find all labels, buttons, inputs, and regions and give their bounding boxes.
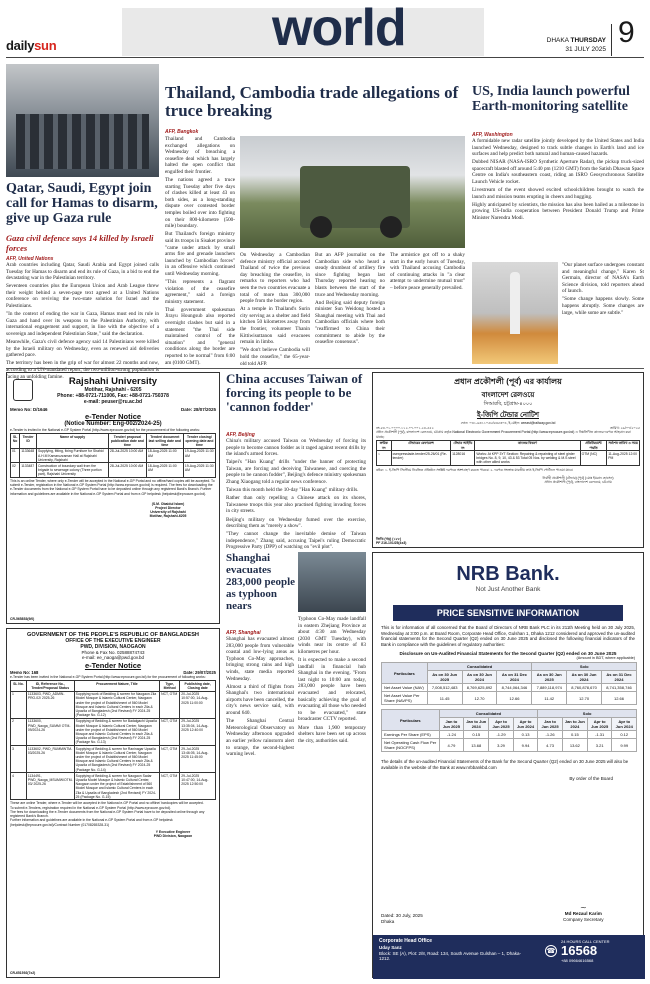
table-cell: 1133648 bbox=[20, 448, 37, 463]
table-cell: NCT, OTM bbox=[160, 773, 180, 800]
table-cell: 29-Jul-2025 13:35:04, 14-Aug-2025 12:40:00 bbox=[180, 718, 216, 745]
table-row bbox=[11, 718, 216, 745]
china-body bbox=[226, 438, 366, 551]
shanghai-photo bbox=[298, 552, 366, 612]
table-cell: 1128016 bbox=[451, 451, 475, 466]
nrb-hotline-label: 24 HOURS CALL CENTER bbox=[561, 939, 610, 944]
qatar-body bbox=[6, 262, 159, 380]
railway-notes: দ্রষ্টব্য: ১. ই-জিপি সিস্টেমে নিবন্ধিত প্রতিষ্ঠান সংশ্লিষ্ট দরপত্রে অংশগ্রহণ করতে পারবে। ২. দরপত্র সংক্রান্ত যাবতীয় তথ্য ই-জিপি পোর্টালে পাওয়া যাবে। bbox=[376, 467, 573, 472]
dateline-date: 31 JULY 2025 bbox=[565, 46, 606, 53]
pwd-ad bbox=[6, 628, 220, 978]
table-cell: 3.29 bbox=[489, 739, 514, 752]
table-cell: 1133487 bbox=[20, 463, 37, 478]
masthead bbox=[6, 0, 644, 58]
paragraph: China's military accused Taiwan on Wednesday of forcing its people to become cannon fodder as it raged against recent drills by the island's armed forces. bbox=[226, 438, 366, 458]
col-header: Apr to Jun 2025 bbox=[489, 718, 514, 731]
paragraph: Seventeen countries plus the European Union and Arab League threw their weight behind a seven-page text agreed at a United Nations conference on reviving the two-state solution for Israel and the Palestinians. bbox=[6, 283, 159, 310]
paragraph: "This represents a flagrant violation of the ceasefire agreement," said a foreign ministry statement. bbox=[165, 278, 235, 305]
table-cell: 8,744,064,346 bbox=[497, 684, 532, 692]
paragraph: Dubbed NISAR (NASA-ISRO Synthetic Aperture Radar), the pickup truck-sized spacecraft blasted off around 5:40 pm (1210 GMT) from the Satish Dhawan Space Centre on India's southeastern coast, riding an ISRO Geosynchronous Satellite Launch Vehicle rocket. bbox=[472, 159, 644, 186]
railway-memo: নং-৫৪.০১.০০০০.১১২.০৭.০০১.২৪-৫৫২ bbox=[376, 426, 434, 431]
table-cell: 02 bbox=[11, 463, 20, 478]
nrb-logo-block bbox=[373, 553, 643, 605]
paragraph: Typhoon Co-May made landfall in eastern Zhejiang Province at about 4:30 am Wednesday (2030 GMT Tuesday), with winds near its centre of 83 kilometres per hour. bbox=[298, 616, 366, 655]
pwd-table bbox=[10, 680, 216, 800]
table-cell: 11.42 bbox=[532, 692, 567, 705]
china-headline: China accuses Taiwan of forcing its people to be 'cannon fodder' bbox=[226, 371, 363, 414]
col-header: Name of supply bbox=[36, 434, 108, 449]
col-header: SL No bbox=[11, 434, 20, 449]
nrb-intro: This is for information of all concerned that the Board of Directors of NRB Bank PLC in its 211th Meeting held on 30 July 2025, Wednesday at 3:00 p.m. at Board Room, Corporate Head Office, Gulshan 1, Dhaka 1212 considered and approved the un-audited financial statements for the Second Quarter (Q2) ended on 30 June 2025 and disclosed the following financial indicators of the Bank in compliance with the guidelines of regulatory authorities: bbox=[381, 625, 635, 647]
paragraph: A formidable new radar satellite jointly developed by the United States and India launched Wednesday, designed to track subtle changes in Earth's land and ice surfaces and help predict both natural and human-caused hazards. bbox=[472, 138, 644, 158]
row-label: Net Asset Value Per Share (NAVPS) bbox=[382, 692, 428, 705]
photo-figures bbox=[16, 114, 149, 169]
col-header: Tender/ proposal publication date and time bbox=[108, 434, 146, 449]
brand-sun: sun bbox=[34, 38, 57, 53]
nrb-amount-note: (Amount in BDT, where applicable) bbox=[576, 656, 635, 661]
pwd-title: e-Tender Notice bbox=[84, 661, 142, 670]
col-header: Tender ID bbox=[20, 434, 37, 449]
pwd-email: e-mail: ee_naoga@pwd.gov.bd bbox=[81, 655, 145, 660]
rajshahi-address: Motihar, Rajshahi - 6205 bbox=[84, 387, 142, 393]
table-cell: 20-Jul-2025 10:57:00, 14-Aug-2025 11:00:00 bbox=[180, 691, 216, 718]
col-group-header: Consolidated bbox=[439, 710, 538, 718]
nrb-dated: Dated: 30 July, 2025 bbox=[381, 913, 423, 918]
table-cell: 9.99 bbox=[612, 739, 637, 752]
table-cell: 11.45 bbox=[427, 692, 462, 705]
table-cell: 12.66 bbox=[497, 692, 532, 705]
signature-role: Project Director bbox=[155, 506, 181, 511]
table-cell: 3 bbox=[11, 746, 27, 773]
pwd-phone: Phone & Fax No. 02588874743 bbox=[81, 650, 145, 655]
pwd-note: Further information and guidelines are available in the National e-GP System Portal and from e-GP helpdesk (helpdesk@eprocure.gov.bd)/Contract Number (01708265328-31) bbox=[10, 818, 173, 827]
table-header bbox=[377, 440, 640, 450]
signature-name: (S.M. Obaidul Islam) bbox=[151, 501, 185, 506]
railway-ref-1: জিডি (খড়) (১৮৮) bbox=[376, 536, 402, 541]
thailand-body-col4 bbox=[390, 252, 465, 364]
col-header: টেন্ডারের রেফারেন্স bbox=[391, 440, 451, 450]
railway-ad bbox=[372, 372, 644, 548]
table-cell: Supplying work of Bedding & screen for Naogaon Zila Model Mosque & Islamic Cultural Center, Naogaon under the project of Establishment of 560 Model Mosque and Islamic Cultural Centers in each Zila & Upazila of Bangladesh (2nd Revised) FY 2024-25 (Package No. G-12) bbox=[74, 691, 160, 718]
railway-title: প্রধান প্রকৌশলী (পূর্ব) এর কার্যালয় bbox=[454, 377, 562, 386]
col-group-header: Solo bbox=[538, 710, 637, 718]
table-cell: 29-Jul-2025 10:47:00, 14-Aug-2025 12:50:00 bbox=[180, 773, 216, 800]
nrb-table-eps bbox=[381, 709, 637, 752]
table-cell: -1.29 bbox=[489, 731, 514, 739]
rajshahi-note: This is an online Tender, where only e-Tender will be accepted in the National e-GP Portal and no offline/hard copies will be accepted. To submit e-Tender, registration in the National e-GP System Portal (http://www.eprocure.gov.bd) is required. The fees for downloading the e-Tender documents from the National e-GP System Portal have to be deposited online through any registered Bank's Branch. Further information and guidelines are available in the National e-GP System Portal and from e-GP helpdesk (helpdesk@eprocure.gov.bd). bbox=[10, 479, 215, 496]
table-cell: NCT, OTM bbox=[160, 746, 180, 773]
page-divider bbox=[611, 24, 612, 56]
railway-address: সিআরবি, চট্টগ্রাম-৪০০০ bbox=[483, 401, 533, 407]
col-header: Particulars bbox=[382, 710, 440, 731]
table-cell: 4.79 bbox=[439, 739, 464, 752]
table-cell: csexpresslade-tender/25-26/01 (Re-tender) bbox=[391, 451, 451, 466]
dateline bbox=[536, 36, 606, 54]
table-cell: 12.70 bbox=[462, 692, 497, 705]
rajshahi-signature bbox=[120, 502, 216, 519]
col-header: Apr to Jun 2024 bbox=[513, 718, 537, 731]
table-cell: 1133600, PWD_Naoga_SUMM/ OTM-09/2024-26 bbox=[26, 718, 74, 745]
col-header: Jan to Jun 2024 bbox=[464, 718, 489, 731]
signature-address: Motihar, Rajshahi-6205 bbox=[149, 514, 187, 519]
nrb-intl: +88 09664616568 bbox=[561, 958, 594, 963]
table-cell: ১ bbox=[377, 451, 392, 466]
phone-icon: ☎ bbox=[546, 947, 556, 955]
railway-ref-2: PF 216-101/25(4x3) bbox=[376, 540, 407, 545]
table-cell: 4.73 bbox=[538, 739, 563, 752]
nrb-place: Dhaka bbox=[381, 919, 395, 924]
dateline-weekday: THURSDAY bbox=[570, 37, 606, 44]
table-row bbox=[382, 692, 637, 705]
paragraph: Beijing's military on Wednesday fumed over the exercise, describing them as "merely a show". bbox=[226, 516, 366, 530]
pwd-memo: Memo No: 168 bbox=[10, 670, 39, 675]
col-header: Type, Method bbox=[160, 681, 180, 691]
col-header: Apr to Jun 2025 bbox=[587, 718, 612, 731]
paragraph: At a temple in Thailand's Surin city serving as a shelter and field kitchen 50 kilometres away from the frontier, volunteer Thanin Kittiwisuttanon said evacuees remain in limbo. bbox=[240, 306, 310, 346]
col-header: টেন্ডার আইডি নং bbox=[451, 440, 475, 450]
table-cell: 13.62 bbox=[562, 739, 587, 752]
nrb-footer-title: Corporate Head Office bbox=[379, 938, 433, 944]
brand-daily: daily bbox=[6, 38, 35, 53]
rajshahi-logo bbox=[13, 379, 33, 401]
col-header: As on 30 Jun 2025 bbox=[427, 671, 462, 684]
col-header: Procurement Nature, Title bbox=[74, 681, 160, 691]
usindia-body-2 bbox=[562, 262, 644, 364]
col-header: Jan to Jun 2025 bbox=[538, 718, 563, 731]
paragraph: Arab countries including Qatar, Saudi Arabia and Egypt joined calls Tuesday for Hamas to disarm and end its rule of Gaza, in a bid to end the devastating war in the Palestinian territory. bbox=[6, 262, 159, 282]
table-cell: 1133602, PWD_RUMMWTM-03/2025-26 bbox=[26, 746, 74, 773]
table-row bbox=[382, 739, 637, 752]
rocket-shape bbox=[510, 272, 520, 334]
nrb-hotline-block bbox=[561, 939, 610, 963]
railway-date: তারিখ: ২৯/০৭/২০২৫ bbox=[610, 426, 640, 431]
nrb-tagline: Not Just Another Bank bbox=[475, 586, 541, 593]
paragraph: Taipei's "Han Kuang" drills "under the banner of protecting Taiwan, are forcing and deceiving Taiwanese, and coercing the people to be cannon fodder", Beijing's defence ministry spokesman Zhang Xiaogang told a regular news conference. bbox=[226, 459, 366, 486]
thailand-byline: AFP, Bangkok bbox=[165, 129, 199, 135]
paragraph: The Shanghai Central Meteorological Observatory on Wednesday afternoon upgraded an earlier yellow rainstorm alert to orange, the second-highest warning level. bbox=[226, 718, 294, 758]
table-row bbox=[11, 448, 216, 463]
pwd-cr: CR-651592(7x2) bbox=[10, 970, 36, 975]
table-cell: 1133603, PWD_ADMIN-PRO-02/ 2025-26 bbox=[26, 691, 74, 718]
table-cell: Supplying of Bedding & screen for Raninagar Upazila Model Mosque & Islamic Cultural Center, Naogaon under the project of Establishment of 560 Model Mosque and Islamic Cultural Centers in each Zila & Upazila of Bangladesh (2nd Revised) FY 2024-25 (Package No. G-14) bbox=[74, 746, 160, 773]
usindia-body bbox=[472, 138, 644, 260]
table-cell: 19-Aug-2025 11:30 AM bbox=[183, 448, 215, 463]
paragraph: Livestream of the event showed excited schoolchildren brought to watch the launch and mission teams erupting in cheers and hugging. bbox=[472, 187, 644, 200]
rajshahi-table bbox=[10, 433, 216, 478]
paragraph: Shanghai has evacuated almost 283,000 people from vulnerable coastal and low-lying areas as Typhoon Co-May approaches, bringing strong rains and high winds, state media reported Wednesday. bbox=[226, 636, 294, 682]
nrb-ad bbox=[372, 552, 644, 978]
paragraph: Thai government spokesman Jirayu Houngsub also reported overnight clashes but said in a statement "the Thai side maintained control of the situation" and "general conditions along the border are reported to be normal" from 6:00 am (0100 GMT). bbox=[165, 306, 235, 366]
table-cell: 9.94 bbox=[513, 739, 537, 752]
col-header: ক্রমিক নং bbox=[377, 440, 392, 450]
rajshahi-ad bbox=[6, 372, 220, 624]
paragraph: But Thailand's foreign ministry said its troops in Sisaket province "came under attack by small arms fire and grenade launchers launched by Cambodian forces" in an offensive which continued until Wednesday morning. bbox=[165, 231, 235, 277]
table-cell: 18-Aug-2025 11:00 AM bbox=[146, 463, 183, 478]
col-header: Jan to Jun 2024 bbox=[562, 718, 587, 731]
row-label: Earnings Per Share (EPS) bbox=[382, 731, 440, 739]
table-header bbox=[11, 681, 216, 691]
signature-org: University of Rajshahi bbox=[150, 510, 186, 515]
paragraph: "In the context of ending the war in Gaza, Hamas must end its rule in Gaza and hand over its weapons to the Palestinian Authority, with international engagement and support, in line with the objective of a sovereign and independent Palestinian State," said the declaration. bbox=[6, 311, 159, 337]
pwd-office: OFFICE OF THE EXECUTIVE ENGINEER bbox=[65, 638, 161, 644]
usindia-byline: AFP, Washington bbox=[472, 132, 513, 138]
table-cell: NCT, OTM bbox=[160, 691, 180, 718]
row-label: Net Asset Value (NAV) bbox=[382, 684, 428, 692]
table-cell: Supplying of Bedding & screen for Badalgachi Upazila Model Mosque & Islamic Cultural Center, Naogaon under the project of Establishment of 560 Model Mosque and Islamic Cultural Centers in each Zila & Upazila of Bangladesh (2nd Revised) FY 2024-25 (Package No. G-13) bbox=[74, 718, 160, 745]
section-title: world bbox=[272, 0, 406, 57]
rajshahi-intro: e-Tender is invited in the National e-GP System Portal (http://www.eprocure.gov.bd) for the procurement of the following works: bbox=[10, 428, 200, 432]
table-row bbox=[11, 463, 216, 478]
col-group-header: Consolidated bbox=[427, 663, 532, 671]
nrb-footer-name: Uday Sanz bbox=[379, 944, 402, 950]
shanghai-body-col1 bbox=[226, 636, 294, 978]
table-cell: OTM (NC) bbox=[580, 451, 607, 466]
section-banner bbox=[122, 0, 484, 57]
table-header bbox=[11, 434, 216, 449]
signature-org: প্রধান প্রকৌশলী (পূর্ব), বাংলাদেশ রেলওয়ে, চট্টগ্রাম bbox=[544, 480, 612, 485]
table-cell: Supplying of Bedding & screen for Naogaon Sadar Upazila Model Mosque & Islamic Cultural Center, Naogaon under the project of Establishment of 560 Model Mosque and Islamic Cultural Centers in each Zila & Upazila of Bangladesh (2nd Revised) FY 2024-25 (Package No. G-15) bbox=[74, 773, 160, 800]
paragraph: "Our planet surface undergoes constant and meaningful change," Karen St Germain, director of NASA's Earth Science division, told reporters ahead of launch. bbox=[562, 262, 644, 295]
table-header bbox=[382, 663, 637, 671]
col-header: Tender/ document last selling date and time bbox=[146, 434, 183, 449]
signature-name: Md Rezaul Karim bbox=[564, 911, 602, 916]
dateline-city: DHAKA bbox=[546, 37, 569, 44]
col-header: সর্বশেষ তারিখ ও সময় bbox=[607, 440, 640, 450]
section-rule bbox=[6, 368, 644, 369]
col-header: Jan to Jun 2025 bbox=[439, 718, 464, 731]
paragraph: More than 1,900 temporary shelters have been set up across the city, authorities said. bbox=[298, 724, 366, 744]
railway-notice: ই-জিপি টেন্ডার নোটিশ bbox=[476, 412, 539, 419]
table-cell: 1134491, PWD_Naoga_MSUMW/OTM-03/ 2025-26 bbox=[26, 773, 74, 800]
railway-intro: প্রধান প্রকৌশলী (পূর্ব), বাংলাদেশ রেলওয়ে, চট্টগ্রাম কর্তৃক National Electronic Government Procurement Portal (http://www.eprocure.gov.bd) এ নিম্নলিখিত কাজের দরপত্র আহবান করা যাচ্ছে: bbox=[376, 430, 631, 439]
pwd-intro: e-Tender has been invited in the National e-GP System Portal (http://www.eprocure.gov.bd) for the procurement of following works: bbox=[10, 675, 206, 679]
paragraph: Highly anticipated by scientists, the mission has also been hailed as a milestone in growing US-India cooperation between President Donald Trump and Prime Minister Narendra Modi. bbox=[472, 201, 644, 222]
table-cell: 12.70 bbox=[567, 692, 602, 705]
paragraph: "We don't believe Cambodia will hold the ceasefire," the 65-year-old told AFP. bbox=[240, 347, 310, 367]
thailand-body-col3 bbox=[315, 252, 385, 364]
qatar-headline: Qatar, Saudi, Egypt join call for Hamas to disarm, give up Gaza rule bbox=[6, 181, 158, 226]
col-header: As on 31 Dec 2024 bbox=[601, 671, 636, 684]
table-cell: 7,889,118,974 bbox=[532, 684, 567, 692]
railway-table bbox=[376, 440, 640, 466]
nrb-details: The details of the un-audited Financial Statements of the Bank for the Second Quarter (Q2) ended on 30 June 2025 will also be available in the website of the Bank at www.nrbbankbd.com bbox=[381, 759, 629, 770]
nrb-disclosure: Disclosure on Un-Audited Financial Statements for the Second Quarter (Q2) ended on 30 June 2025 bbox=[399, 651, 617, 657]
thailand-body-col2 bbox=[240, 252, 310, 367]
pwd-note: The fees for downloading the e-Tender documents from the National e-GP System Portal have to be deposited online through any registered Bank's Branch. bbox=[10, 809, 205, 819]
rajshahi-notice-no: (Notice Number: Eng-002/2024-25) bbox=[64, 421, 162, 427]
truck-wheel bbox=[380, 216, 402, 238]
paragraph: Taiwan this month held the 10-day "Han Kuang" military drills. bbox=[226, 487, 359, 494]
table-cell: 29-Jul-2025 13:46:05, 14-Aug-2025 11:45:00 bbox=[180, 746, 216, 773]
paragraph: Thailand and Cambodia exchanged allegations on Wednesday of breaching a ceasefire deal which has largely halted the open conflict that engulfed their frontier. bbox=[165, 136, 235, 175]
usindia-photo bbox=[472, 262, 558, 364]
table-row bbox=[377, 451, 640, 466]
col-header: As on 30 Jun 2024 bbox=[462, 671, 497, 684]
col-header: Apr to Jun 2024 bbox=[612, 718, 637, 731]
table-cell: 2 bbox=[11, 718, 27, 745]
col-header: SL No. bbox=[11, 681, 27, 691]
shanghai-headline: Shanghai evacuates 283,000 people as typhoon nears bbox=[226, 552, 296, 612]
table-cell: Works: At KPP 3YT Section: Repairing & repainting of steel girder bridges No. 8, 9, 10, 43 & 53 Total 05 Nos. by welding & M.S steel with other allied works bbox=[475, 451, 580, 466]
rajshahi-cr: CR-565853(9/0) bbox=[10, 616, 35, 621]
pwd-note: These are online Tender, where e-Tender will be accepted in the National e-GP Portal and no offline/ hardcopies will be accepted. bbox=[10, 801, 204, 806]
paragraph: "Some change happens slowly. Some happens abruptly. Some changes are large, while some are subtle." bbox=[562, 296, 644, 316]
brand-logo bbox=[6, 38, 56, 53]
signature-name: Y Executive Engineer bbox=[155, 829, 191, 834]
col-header: কাজের বিবরণ bbox=[475, 440, 580, 450]
signature-scribble: ~ bbox=[579, 903, 587, 912]
paragraph: It is expected to make a second landfall in financial hub Shanghai in the evening. "From last night to 10:00 am today, 283,000 people have been evacuated and relocated, basically achieving the goal of evacuating all those who needed to be evacuated," state broadcaster CCTV reported. bbox=[298, 657, 366, 723]
row-label: Net Operating Cash Flow Per Share (NOCFPS) bbox=[382, 739, 440, 752]
railway-org: বাংলাদেশ রেলওয়ে bbox=[481, 392, 535, 399]
railway-ref bbox=[376, 537, 406, 545]
col-header: Publishing date, Closing date bbox=[180, 681, 216, 691]
railway-signature bbox=[516, 476, 640, 484]
page-number: 9 bbox=[618, 16, 635, 49]
pwd-gov: GOVERNMENT OF THE PEOPLE'S REPUBLIC OF BANGLADESH bbox=[27, 632, 199, 638]
table-cell: 0.12 bbox=[612, 731, 637, 739]
rajshahi-email: e-mail: peuser@ru.ac.bd bbox=[83, 399, 143, 405]
table-cell: 8,769,625,892 bbox=[462, 684, 497, 692]
paragraph: Rather than only repelling a Chinese attack on its shores, Taiwanese troops this year also practised fighting invading forces in city streets. bbox=[226, 495, 366, 515]
col-header: Tender closing/ opening date and time bbox=[183, 434, 215, 449]
rajshahi-title: e-Tender Notice bbox=[84, 412, 142, 421]
nrb-footer-address bbox=[379, 939, 529, 962]
col-header: As on 31 Dec 2024 bbox=[497, 671, 532, 684]
table-cell: -1.26 bbox=[538, 731, 563, 739]
table-row bbox=[382, 731, 637, 739]
nrb-banner: PRICE SENSITIVE INFORMATION bbox=[393, 605, 623, 621]
rajshahi-date: Date: 28/07/2025 bbox=[180, 407, 216, 412]
paragraph: The territory has been in the grip of war for almost 22 months and now, according to a UN-mandated report, the two-million-strong population is facing an unfolding famine. bbox=[6, 360, 159, 380]
table-cell: -1.31 bbox=[587, 731, 612, 739]
qatar-photo bbox=[6, 64, 159, 177]
paragraph: The armistice got off to a shaky start in the early hours of Tuesday, with Thailand accusing Cambodia of continuing attacks in "a clear attempt to undermine mutual trust" – before peace generally prevailed. bbox=[390, 252, 465, 291]
table-cell: 7,008,512,483 bbox=[427, 684, 462, 692]
nrb-footer bbox=[373, 935, 645, 979]
nrb-table-nav bbox=[381, 662, 637, 705]
col-header: As on 30 Jun 2025 bbox=[532, 671, 567, 684]
signature-role: Company Secretary bbox=[563, 917, 604, 922]
table-row bbox=[11, 746, 216, 773]
china-byline: AFP, Beijing bbox=[226, 432, 255, 438]
table-row bbox=[382, 684, 637, 692]
rajshahi-name: Rajshahi University bbox=[68, 376, 158, 387]
table-cell: 0.15 bbox=[464, 731, 489, 739]
qatar-subhead: Gaza civil defence says 14 killed by Israeli forces bbox=[6, 233, 154, 253]
truck-wheel bbox=[310, 216, 332, 238]
pwd-signature bbox=[130, 830, 216, 838]
table-cell: 8,760,878,670 bbox=[567, 684, 602, 692]
nrb-logo: NRB Bank. bbox=[456, 563, 560, 585]
paragraph: And Beijing said deputy foreign minister Sun Weidong hosted a Shanghai meeting with Thai and Cambodian officials where both "reaffirmed to China their commitment to abide by the ceasefire consensus". bbox=[315, 299, 385, 346]
nrb-hotline: 16568 bbox=[561, 943, 598, 958]
table-header bbox=[382, 710, 637, 718]
table-cell: 0.13 bbox=[513, 731, 537, 739]
table-row bbox=[11, 691, 216, 718]
table-cell: 01 bbox=[11, 448, 20, 463]
table-cell: 4 bbox=[11, 773, 27, 800]
table-row bbox=[11, 773, 216, 800]
col-header: ID, Reference No., Tender/Proposal Status bbox=[26, 681, 74, 691]
paragraph: The nations agreed a truce starting Tuesday after five days of clashes killed at least 43 on both sides, as a long-standing dispute over contested border temples boiled over into fighting on their 800-kilometre (500-mile) boundary. bbox=[165, 177, 235, 230]
rajshahi-phone: Phone: +88-0721-711006, Fax: +88-0721-750378 bbox=[57, 393, 169, 399]
signature-name: নির্বাহী প্রকৌশলী (টেন্ডার) (পূর্ব) (মোঃ ইমরান হোসেন) bbox=[542, 476, 614, 481]
table-cell: 11-Aug-2025 12:00 PM bbox=[607, 451, 640, 466]
rajshahi-memo: Memo No: D/1646 bbox=[10, 407, 48, 412]
paragraph: Almost a third of flights from Shanghai's two international airports have been cancelled, the city's news service said, with around 640. bbox=[226, 683, 294, 717]
paragraph: On Wednesday a Cambodian defence ministry official accused Thailand of twice the previous day breaching the ceasefire, in remarks to reporters who had seen the two countries evacuate a total of more than 300,000 people from the border region. bbox=[240, 252, 310, 305]
table-cell: NCT, OTM bbox=[160, 718, 180, 745]
table-cell: 8,741,358,746 bbox=[601, 684, 636, 692]
nrb-order: By order of the Board bbox=[569, 775, 613, 781]
nrb-dated-block bbox=[381, 913, 423, 925]
table-cell: 13.68 bbox=[464, 739, 489, 752]
paragraph: But an AFP journalist on the Cambodian side who heard a steady drumbeat of artillery fire since fighting began last Thursday reported hearing no blasts between the start of the truce and Wednesday morning. bbox=[315, 252, 385, 298]
signature-org: PWD Division, Naogaon bbox=[153, 833, 193, 838]
nrb-signature bbox=[563, 905, 604, 923]
table-cell: 19-Aug-2025 11:30 AM bbox=[183, 463, 215, 478]
pwd-note: To submit e-Tenders, registration required in the National e-GP System Portal (http://www.eprocure.gov.bd). bbox=[10, 805, 172, 810]
pwd-division: PWD, DIVISION, NAOGAON bbox=[80, 644, 146, 650]
table-cell: 0.15 bbox=[562, 731, 587, 739]
table-cell: 12.66 bbox=[601, 692, 636, 705]
table-cell: -1.24 bbox=[439, 731, 464, 739]
qatar-byline: AFP, United Nations bbox=[6, 256, 54, 262]
shanghai-byline: AFP, Shanghai bbox=[226, 630, 261, 636]
table-cell: 3.21 bbox=[587, 739, 612, 752]
nrb-footer-addr: Block: SE (A), Plot: 2/8, Road: 134, South Avenue Gulshan – 1, Dhaka-1212. bbox=[379, 950, 522, 962]
pwd-date: Date: 29/07/2025 bbox=[183, 670, 216, 675]
thailand-headline: Thailand, Cambodia trade allegations of truce breaking bbox=[165, 83, 459, 120]
paragraph: Meanwhile, Gaza's civil defence agency said 14 Palestinians were killed by the Israeli military on Wednesday, even as renewed aid deliveries gathered pace. bbox=[6, 339, 159, 359]
col-header: প্রকিউরমেন্ট পদ্ধতি bbox=[580, 440, 607, 450]
shanghai-body-col2 bbox=[298, 616, 366, 978]
col-header: Particulars bbox=[382, 663, 428, 684]
table-cell: Supplying, fitting, fixing Furniture for Shahid A.H.M Kamaruzzaman Hall at Rajshahi University, Rajshahi bbox=[36, 448, 108, 463]
table-cell: 18-Aug-2025 11:00 AM bbox=[146, 448, 183, 463]
table-cell: 1 bbox=[11, 691, 27, 718]
thailand-photo bbox=[240, 136, 465, 248]
table-cell: Construction of boundary wall from fire brigade to sewerage colony (Three portion part), Rajshahi University bbox=[36, 463, 108, 478]
col-header: As on 30 Jun 2024 bbox=[567, 671, 602, 684]
table-cell: 28-Jul-2025 10:00 AM bbox=[108, 463, 146, 478]
col-group-header: Solo bbox=[532, 663, 637, 671]
thailand-body-col1 bbox=[165, 136, 235, 364]
railway-contact: ফোন: ০৩১-৬৩১১০৫৮/৬৩৫৩০৪, ই-মেইল: ceeast@railway.gov.bd bbox=[460, 421, 556, 425]
usindia-headline: US, India launch powerful Earth-monitoring satellite bbox=[472, 84, 630, 114]
paragraph: "They cannot change the inevitable demise of Taiwan independence," Zhang said, accusing Taipei's ruling Democratic Progressive Party (DPP) of watching on "evil plot". bbox=[226, 531, 366, 551]
table-cell: 28-Jul-2025 10:00 AM bbox=[108, 448, 146, 463]
